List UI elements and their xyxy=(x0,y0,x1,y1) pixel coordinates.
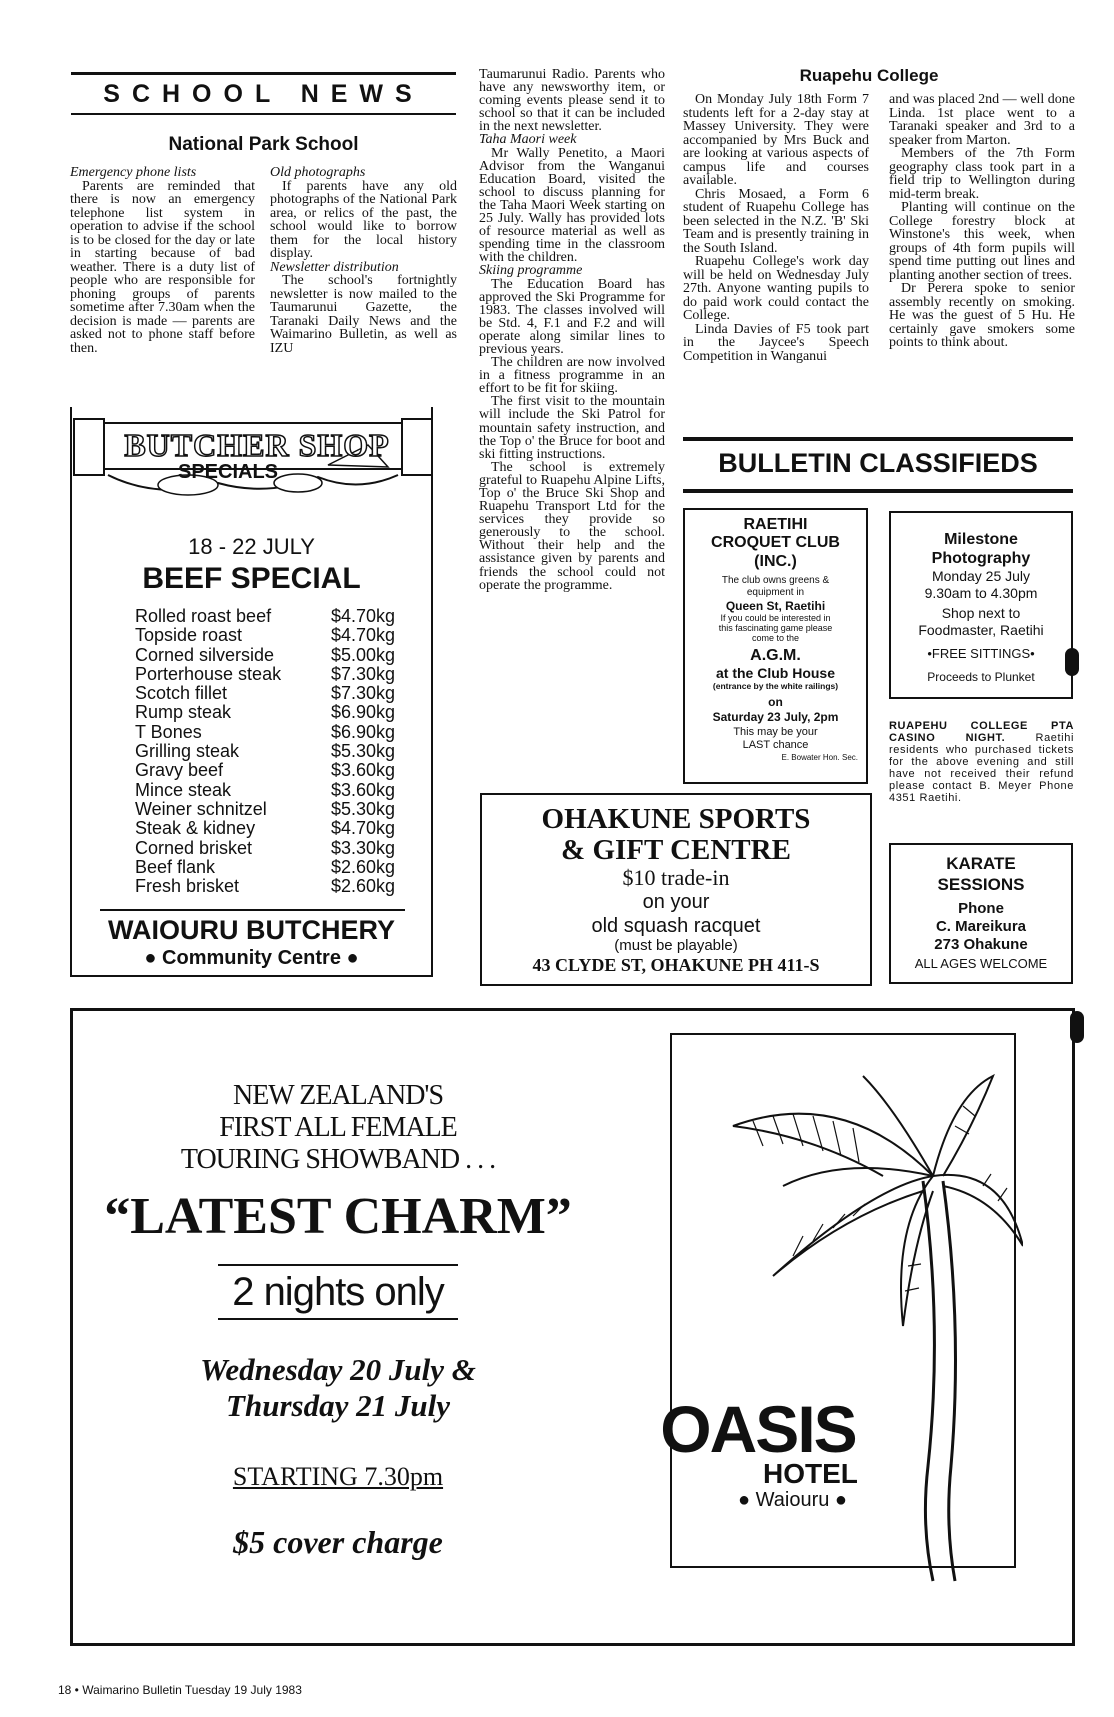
classifieds-top-rule xyxy=(683,437,1073,441)
ohakune-line-6: (must be playable) xyxy=(614,937,738,954)
paragraph: Linda Davies of F5 took part in the Jaycee's Speech Competition in Wanganui xyxy=(683,321,869,364)
school-news-top-rule xyxy=(71,72,456,75)
croquet-line: This may be your xyxy=(733,726,818,738)
ohakune-ad xyxy=(480,793,872,986)
ohakune-line-1: OHAKUNE SPORTS xyxy=(541,803,811,835)
oasis-line-9: $5 cover charge xyxy=(233,1524,443,1560)
price-item-price: $4.70kg xyxy=(331,625,396,646)
oasis-nights: 2 nights only xyxy=(218,1264,458,1320)
price-item-price: $3.30kg xyxy=(331,837,396,858)
karate-line: KARATE xyxy=(946,854,1016,873)
casino-notice xyxy=(889,720,1074,804)
karate-line: 273 Ohakune xyxy=(934,936,1028,953)
price-item-name: Corned brisket xyxy=(135,837,253,858)
ohakune-line-3: $10 trade-in xyxy=(622,865,730,890)
subheading: Old photographs xyxy=(270,165,366,180)
oasis-line-3: TOURING SHOWBAND . . . xyxy=(180,1144,496,1175)
school-news-title: National Park School xyxy=(168,134,359,155)
oasis-corner-dot xyxy=(1070,1011,1084,1043)
price-row xyxy=(135,839,425,858)
butcher-location: ● Community Centre ● xyxy=(144,947,359,969)
croquet-line: on xyxy=(768,695,783,709)
croquet-line: equipment in xyxy=(746,587,805,598)
paragraph: Ruapehu College's work day will be held on Wednesday July 27th. Anyone wanting pupils to do paid work could contact the College. xyxy=(683,254,869,323)
price-item-price: $7.30kg xyxy=(331,683,396,704)
price-item-name: T Bones xyxy=(135,721,202,742)
paragraph: Taumarunui Radio. Parents who have any newsworthy item, or coming events please send it to school so that it can be included in the next newsletter. xyxy=(479,67,665,135)
croquet-line: (INC.) xyxy=(754,553,797,570)
oasis-line-4: “LATEST CHARM” xyxy=(104,1188,572,1245)
price-item-name: Rolled roast beef xyxy=(135,606,272,626)
oasis-logo-location: ● Waiouru ● xyxy=(738,1489,848,1511)
school-col-3 xyxy=(479,68,665,592)
milestone-line: Proceeds to Plunket xyxy=(927,670,1035,684)
croquet-line: at the Club House xyxy=(715,665,835,681)
price-item-name: Corned silverside xyxy=(135,644,275,665)
price-item-name: Gravy beef xyxy=(135,760,224,781)
croquet-line: this fascinating game please xyxy=(718,623,833,633)
school-news-header: SCHOOL NEWS xyxy=(103,80,424,108)
price-row xyxy=(135,665,425,684)
price-item-price: $5.30kg xyxy=(331,741,396,762)
oasis-logo: OASIS xyxy=(660,1392,856,1466)
subheading: Newsletter distribution xyxy=(270,259,399,275)
croquet-line: Saturday 23 July, 2pm xyxy=(712,710,839,724)
paragraph: If parents have any old photographs of the National Park area, or relics of the past, the school would like to borrow them for the local history display. xyxy=(270,178,457,261)
price-row xyxy=(135,684,425,703)
price-item-price: $3.60kg xyxy=(331,779,396,800)
milestone-ad xyxy=(889,511,1073,699)
paragraph: The first visit to the mountain will include the Ski Patrol for mountain safety instruction, and the Top o' the Bruce for boot and ski fitting instructions. xyxy=(479,394,665,462)
price-row xyxy=(135,626,425,645)
croquet-line: If you could be interested in xyxy=(720,613,831,623)
milestone-line: •FREE SITTINGS• xyxy=(927,646,1035,661)
paragraph: Dr Perera spoke to senior assembly recently on smoking. He was the guest of 5 Hu. He certainly gave smokers some points to think about. xyxy=(889,281,1075,350)
croquet-line: Queen St, Raetihi xyxy=(725,599,826,613)
price-item-name: Rump steak xyxy=(135,702,232,723)
oasis-line-6: Wednesday 20 July & xyxy=(200,1352,476,1387)
price-row xyxy=(135,723,425,742)
price-row xyxy=(135,646,425,665)
paragraph: The children are now involved in a fitness programme in an effort to be fit for skiing. xyxy=(479,355,665,397)
butcher-name: WAIOURU BUTCHERY xyxy=(108,915,395,945)
school-col-2 xyxy=(270,166,457,355)
price-item-price: $6.90kg xyxy=(331,721,396,742)
oasis-start: STARTING 7.30pm xyxy=(232,1462,444,1491)
subheading: Emergency phone lists xyxy=(70,165,197,180)
ohakune-line-2: & GIFT CENTRE xyxy=(561,834,791,866)
ruapehu-title: Ruapehu College xyxy=(799,66,939,85)
price-row xyxy=(135,819,425,838)
price-row xyxy=(135,703,425,722)
milestone-line: Milestone xyxy=(944,531,1018,548)
milestone-dot xyxy=(1065,648,1079,676)
classifieds-title: BULLETIN CLASSIFIEDS xyxy=(718,448,1038,478)
price-row xyxy=(135,858,425,877)
milestone-line: Foodmaster, Raetihi xyxy=(918,622,1044,638)
subheading: Skiing programme xyxy=(479,263,583,279)
paragraph: Planting will continue on the College forestry block at Winstone's this week, when groups of 4th form pupils will spend time putting out lines and planting another section of trees. xyxy=(889,200,1075,283)
karate-line: SESSIONS xyxy=(937,875,1025,894)
ohakune-line-7: 43 CLYDE ST, OHAKUNE PH 411-S xyxy=(532,955,820,975)
price-row xyxy=(135,800,425,819)
school-news-under-rule xyxy=(71,113,456,115)
oasis-logo-hotel: HOTEL xyxy=(763,1458,858,1489)
price-item-price: $4.70kg xyxy=(331,818,396,839)
price-item-price: $6.90kg xyxy=(331,702,396,723)
milestone-line: Monday 25 July xyxy=(931,568,1031,584)
price-item-price: $3.60kg xyxy=(331,760,396,781)
croquet-line: CROQUET CLUB xyxy=(711,534,840,551)
croquet-line: The club owns greens & xyxy=(721,575,830,586)
butcher-price-list xyxy=(135,607,425,896)
paragraph: Members of the 7th Form geography class took part in a field trip to Wellington during mid-term break. xyxy=(889,146,1075,202)
oasis-line-1: NEW ZEALAND'S xyxy=(232,1080,444,1111)
paragraph: Chris Mosaed, a Form 6 student of Ruapehu College has been selected in the N.Z. 'B' Ski Team and is presently training in the South Island. xyxy=(683,186,869,256)
school-col-1 xyxy=(70,166,255,355)
croquet-ad xyxy=(683,508,868,784)
milestone-line: 9.30am to 4.30pm xyxy=(924,585,1038,601)
paragraph: Parents are reminded that there is now an emergency telephone list system in operation to advise if the school is to be closed for the day or late in starting because of bad weather. There is a duty list of people who are responsible for phoning groups of parents sometime after 7.30am when the decision is made — parents are asked not to phone staff before then. xyxy=(70,178,255,356)
classifieds-bottom-rule xyxy=(683,489,1073,493)
price-item-price: $7.30kg xyxy=(331,663,396,684)
oasis-line-7: Thursday 21 July xyxy=(226,1388,450,1423)
croquet-line: LAST chance xyxy=(742,739,809,751)
paragraph: Mr Wally Penetito, a Maori Advisor from the Wanganui Education Board, visited the school to discuss planning for the Taha Maori Week starting on 25 July. Wally has provided lots of resource material as well as spending time in the classroom with the children. xyxy=(479,145,665,266)
price-item-name: Steak & kidney xyxy=(135,818,256,839)
ohakune-line-5: old squash racquet xyxy=(591,915,761,937)
price-item-price: $2.60kg xyxy=(331,856,396,877)
price-item-name: Mince steak xyxy=(135,779,232,800)
butcher-banner-specials: SPECIALS xyxy=(178,461,279,483)
croquet-line: A.G.M. xyxy=(750,647,801,664)
croquet-line: (entrance by the white railings) xyxy=(712,681,839,691)
croquet-line: RAETIHI xyxy=(743,516,808,533)
casino-text: Raetihi residents who purchased tickets for the above evening and still have not received their refund please contact B. Meyer Phone 4351 Raetihi. xyxy=(889,732,1074,804)
paragraph: The school's fortnightly newsletter is now mailed to the Taumarunui Gazette, the Taranaki Daily News and the Waimarino Bulletin, as well as IZU xyxy=(270,273,457,356)
paragraph: The Education Board has approved the Ski Programme for 1983. The classes involved will be Std. 4, F.1 and F.2 and will operate along similar lines to previous years. xyxy=(479,276,665,357)
oasis-line-8 xyxy=(73,1462,603,1492)
price-row xyxy=(135,742,425,761)
price-item-name: Beef flank xyxy=(135,856,216,877)
price-item-price: $5.00kg xyxy=(331,644,396,665)
butcher-ad xyxy=(70,407,433,977)
price-item-name: Scotch fillet xyxy=(135,683,228,704)
subheading: Taha Maori week xyxy=(479,132,577,148)
price-item-price: $2.60kg xyxy=(331,876,396,897)
milestone-line: Shop next to xyxy=(941,605,1021,621)
paragraph: and was placed 2nd — well done Linda. 1st place went to a Taranaki speaker and 3rd to a speaker from Marton. xyxy=(889,92,1075,148)
butcher-headline: BEEF SPECIAL xyxy=(142,562,361,595)
karate-line: C. Mareikura xyxy=(935,918,1027,935)
price-item-name: Porterhouse steak xyxy=(135,663,282,684)
butcher-banner-title: BUTCHER SHOP xyxy=(124,427,390,463)
price-item-name: Grilling steak xyxy=(135,741,240,762)
price-item-price: $4.70kg xyxy=(331,606,396,626)
karate-line: ALL AGES WELCOME xyxy=(914,956,1048,971)
karate-line: Phone xyxy=(958,900,1004,917)
ohakune-line-4: on your xyxy=(642,891,710,913)
paragraph: The school is extremely grateful to Ruapehu Alpine Lifts, Top o' the Bruce Ski Shop and Ruapehu Transport Ltd for the services they provide so generously to the school. Without their help and the assistance given by parents and friends the school could not operate the programme. xyxy=(479,459,665,593)
price-item-name: Fresh brisket xyxy=(135,876,240,897)
karate-ad xyxy=(889,843,1073,984)
oasis-line-2: FIRST ALL FEMALE xyxy=(219,1112,457,1143)
price-row xyxy=(135,781,425,800)
butcher-divider xyxy=(100,909,405,911)
oasis-ad xyxy=(70,1008,1075,1646)
price-item-name: Topside roast xyxy=(135,625,243,646)
price-item-name: Weiner schnitzel xyxy=(135,798,267,819)
butcher-dates: 18 - 22 JULY xyxy=(188,534,315,559)
price-item-price: $5.30kg xyxy=(331,798,396,819)
milestone-line: Photography xyxy=(931,550,1031,567)
price-row xyxy=(135,877,425,896)
oasis-line-5 xyxy=(73,1264,603,1320)
croquet-line: come to the xyxy=(751,633,800,643)
ruapehu-col-1 xyxy=(683,93,869,363)
paragraph: On Monday July 18th Form 7 students left for a 2-day stay at Massey University. They were accompanied by Mrs Buck and are looking at various aspects of campus life and courses available. xyxy=(683,92,869,188)
casino-head: RUAPEHU COLLEGE PTA CASINO NIGHT. xyxy=(889,720,1074,744)
ruapehu-col-2 xyxy=(889,93,1075,350)
page-footer: 18 • Waimarino Bulletin Tuesday 19 July 1983 xyxy=(58,1683,302,1697)
price-row xyxy=(135,607,425,626)
oasis-copy xyxy=(73,1011,603,1562)
croquet-line: E. Bowater Hon. Sec. xyxy=(781,753,858,762)
price-row xyxy=(135,761,425,780)
